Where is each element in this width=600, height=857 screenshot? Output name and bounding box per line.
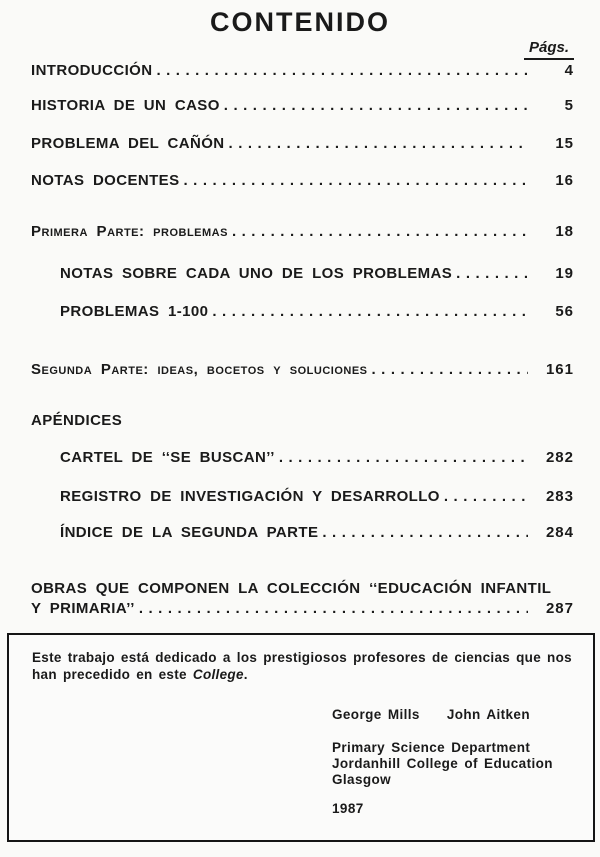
department-block — [332, 740, 573, 788]
toc-entry-page: 283 — [545, 488, 574, 505]
toc-entry-page: 4 — [564, 62, 574, 79]
author-names — [332, 707, 573, 723]
pages-column-header: Págs. — [524, 40, 574, 60]
toc-leader-dots — [318, 525, 528, 541]
toc-entry-introduccion — [0, 63, 600, 79]
department-line3: Glasgow — [332, 772, 392, 787]
toc-entry-page: 15 — [555, 135, 574, 152]
toc-entry-label: NOTAS DOCENTES — [31, 172, 180, 189]
toc-entry-obras-coleccion-line1 — [0, 581, 600, 597]
toc-entry-historia-de-un-caso — [0, 98, 600, 114]
toc — [0, 63, 600, 617]
toc-entry-registro-investigacion — [0, 489, 600, 505]
toc-entry-label: OBRAS QUE COMPONEN LA COLECCIÓN ‘‘EDUCACIÓN INFANTIL — [31, 580, 552, 597]
authors-block — [332, 707, 573, 817]
scanned-contents-page — [0, 8, 600, 857]
toc-entry-page: 284 — [545, 524, 574, 541]
toc-leader-dots — [225, 136, 528, 152]
toc-entry-page: 16 — [555, 172, 574, 189]
toc-entry-apendices — [0, 413, 600, 429]
toc-leader-dots — [220, 98, 528, 114]
toc-entry-label: INTRODUCCIÓN — [31, 62, 153, 79]
year: 1987 — [332, 801, 364, 816]
dedication-text — [32, 649, 573, 683]
toc-leader-dots — [440, 489, 528, 505]
toc-entry-obras-coleccion-line2 — [0, 601, 600, 617]
toc-leader-dots — [135, 601, 528, 617]
toc-entry-label: Y PRIMARIA’’ — [31, 600, 135, 617]
pages-column-header-row — [0, 40, 600, 60]
dedication-college-italic: College — [192, 667, 244, 682]
toc-entry-label: HISTORIA DE UN CASO — [31, 97, 220, 114]
toc-entry-page: 161 — [545, 361, 574, 378]
toc-entry-label: PROBLEMAS 1-100 — [60, 303, 209, 320]
dedication-line2-suffix: . — [243, 667, 248, 682]
toc-entry-label: Segunda Parte: ideas, bocetos y soluciones — [31, 361, 368, 378]
toc-entry-page: 19 — [555, 265, 574, 282]
dedication-line2-prefix: han precedido en este — [32, 667, 193, 682]
toc-entry-label: PROBLEMA DEL CAÑÓN — [31, 135, 225, 152]
toc-entry-problemas-1-100 — [0, 304, 600, 320]
toc-entry-problema-del-canon — [0, 136, 600, 152]
toc-entry-notas-docentes — [0, 173, 600, 189]
author-1: George Mills — [332, 707, 420, 722]
toc-leader-dots — [368, 362, 528, 378]
toc-entry-label: ÍNDICE DE LA SEGUNDA PARTE — [60, 524, 319, 541]
toc-entry-page: 18 — [555, 223, 574, 240]
toc-entry-page: 282 — [545, 449, 574, 466]
dedication-box — [7, 633, 595, 842]
department-line2: Jordanhill College of Education — [332, 756, 553, 771]
department-line1: Primary Science Department — [332, 740, 531, 755]
toc-entry-segunda-parte — [0, 362, 600, 378]
toc-leader-dots — [275, 450, 528, 466]
page-title: CONTENIDO — [210, 7, 390, 37]
toc-leader-dots — [152, 63, 528, 79]
toc-leader-dots — [180, 173, 529, 189]
toc-entry-label: REGISTRO DE INVESTIGACIÓN Y DESARROLLO — [60, 488, 440, 505]
toc-leader-dots — [452, 266, 528, 282]
toc-entry-label: Primera Parte: problemas — [31, 223, 228, 240]
toc-entry-notas-sobre-cada-uno — [0, 266, 600, 282]
toc-leader-dots — [228, 224, 528, 240]
toc-entry-page: 287 — [545, 600, 574, 617]
toc-entry-label: CARTEL DE ‘‘SE BUSCAN’’ — [60, 449, 275, 466]
toc-entry-cartel-se-buscan — [0, 450, 600, 466]
toc-entry-label: NOTAS SOBRE CADA UNO DE LOS PROBLEMAS — [60, 265, 453, 282]
author-2: John Aitken — [446, 707, 530, 722]
toc-entry-page: 56 — [555, 303, 574, 320]
toc-entry-primera-parte — [0, 224, 600, 240]
toc-entry-indice-segunda-parte — [0, 525, 600, 541]
toc-entry-label: APÉNDICES — [31, 412, 123, 429]
toc-leader-dots — [208, 304, 528, 320]
toc-entry-page: 5 — [564, 97, 574, 114]
dedication-line1: Este trabajo está dedicado a los prestigiosos profesores de ciencias que nos — [32, 650, 572, 665]
